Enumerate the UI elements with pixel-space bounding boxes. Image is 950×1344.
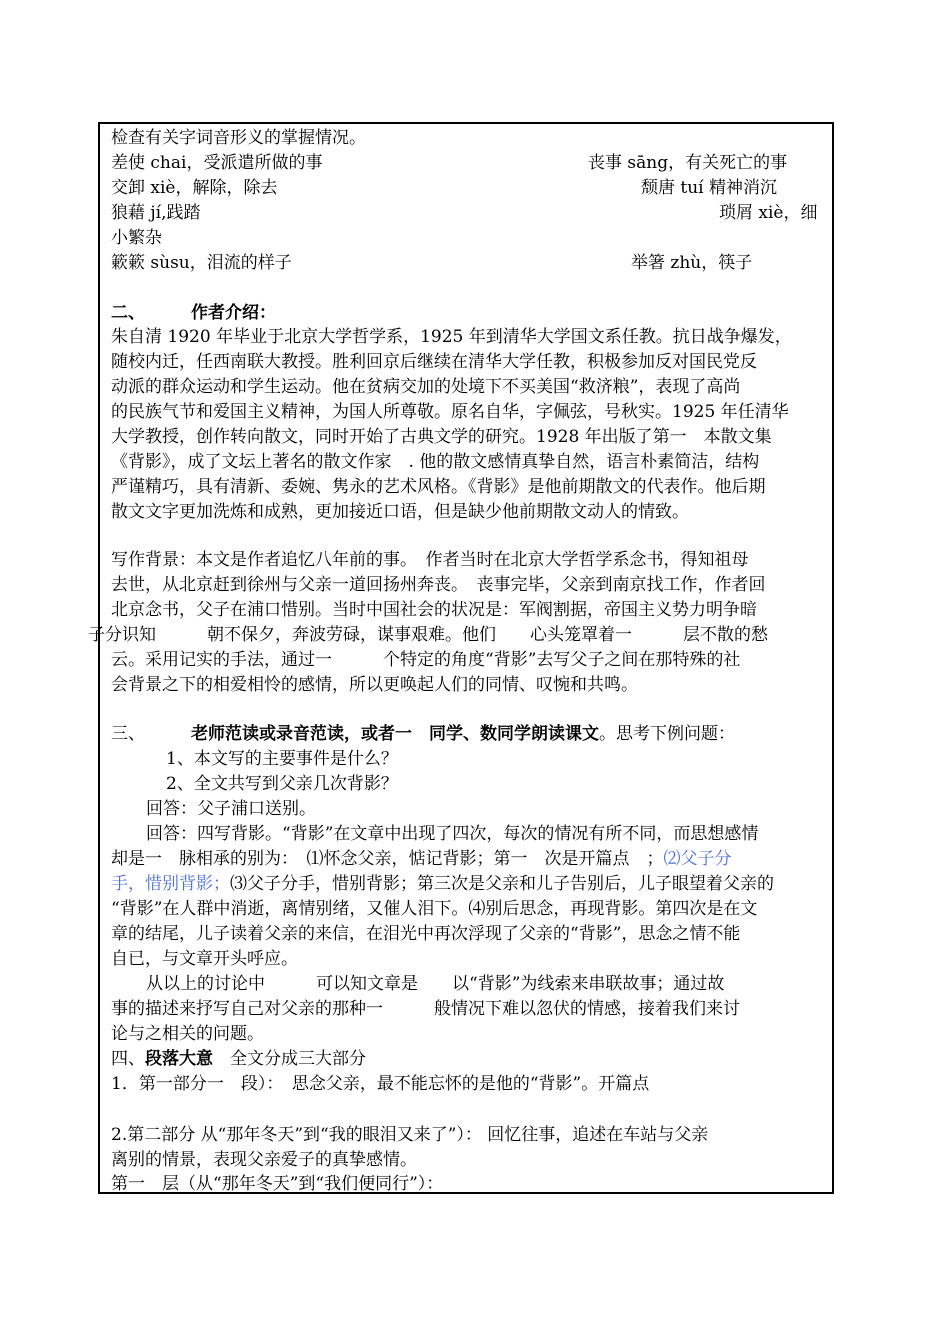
paragraph-summary: 第一 层（从“那年冬天”到“我们便同行”）： — [111, 1174, 444, 1194]
heading-text: 作者介绍： — [191, 303, 276, 323]
summary-line: 事的描述来抒写自己对父亲的那种一 般情况下难以忽伏的情感，接着我们来讨 — [111, 999, 740, 1019]
question: 2、全文共写到父亲几次背影？ — [166, 774, 398, 794]
paragraph-line: 的民族气节和爱国主义精神，为国人所尊敬。原名自华，字佩弦，号秋实。1925 年任清华 — [111, 402, 789, 422]
vocab-item: 丧事 sāng，有关死亡的事 — [588, 153, 788, 173]
highlighted-text: ⑵父子分 — [663, 849, 732, 869]
section-heading-paragraphs — [111, 1047, 366, 1071]
answer-line — [111, 847, 732, 871]
vocab-item: 琐屑 xiè，细 — [719, 203, 818, 223]
summary-line: 从以上的讨论中 可以知文章是 以“背影”为线索来串联故事；通过故 — [146, 974, 725, 994]
vocab-item: 差使 chai，受派遣所做的事 — [111, 153, 323, 173]
paragraph-line: 动派的群众运动和学生运动。他在贫病交加的处境下不买美国“救济粮”，表现了高尚 — [111, 377, 741, 397]
section-heading-author — [111, 301, 276, 325]
answer-text: 却是一 脉相承的别为： ⑴怀念父亲，惦记背影；第一 次是开篇点 ； — [111, 849, 664, 869]
vocab-item: 颓唐 tuí 精神消沉 — [641, 178, 778, 198]
vocab-item: 举箸 zhù，筷子 — [631, 253, 753, 273]
vocab-item: 交卸 xiè，解除，除去 — [111, 178, 278, 198]
answer-line — [111, 872, 774, 896]
paragraph-line: 严谨精巧，具有清新、委婉、隽永的艺术风格。《背影》是他前期散文的代表作。他后期 — [111, 477, 766, 497]
summary-line: 论与之相关的问题。 — [111, 1024, 264, 1044]
paragraph-line: 去世，从北京赶到徐州与父亲一道回扬州奔丧。 丧事完毕，父亲到南京找工作，作者回 — [111, 575, 766, 595]
paragraph-line: 会背景之下的相爱相怜的感情，所以更唤起人们的同情、叹惋和共鸣。 — [111, 675, 638, 695]
paragraph-line: 朱自清 1920 年毕业于北京大学哲学系，1925 年到清华大学国文系任教。抗日战争爆发， — [111, 327, 792, 347]
heading-number: 四、 — [111, 1049, 145, 1069]
section-heading-reading — [111, 722, 735, 746]
vocab-item: 小繁杂 — [111, 228, 162, 248]
paragraph-line: 写作背景：本文是作者追忆八年前的事。 作者当时在北京大学哲学系念书，得知祖母 — [111, 550, 749, 570]
heading-suffix: 。思考下例问题： — [599, 724, 735, 744]
paragraph-line: 北京念书，父子在浦口惜别。当时中国社会的状况是：军阀割据，帝国主义势力明争暗 — [111, 600, 757, 620]
heading-number: 三、 — [111, 724, 145, 744]
paragraph-summary: 离别的情景，表现父亲爱子的真挚感情。 — [111, 1150, 417, 1170]
heading-suffix: 全文分成三大部分 — [213, 1049, 366, 1069]
answer-line: 章的结尾，儿子读着父亲的来信，在泪光中再次浮现了父亲的“背影”，思念之情不能 — [111, 924, 741, 944]
vocab-intro: 检查有关字词音形义的掌握情况。 — [111, 128, 366, 148]
highlighted-text: 手，惜别背影； — [111, 874, 230, 894]
heading-text: 段落大意 — [145, 1049, 213, 1069]
paragraph-line: 大学教授，创作转向散文，同时开始了古典文学的研究。1928 年出版了第一 本散文集 — [111, 427, 772, 447]
heading-number: 二、 — [111, 303, 145, 323]
question: 1、本文写的主要事件是什么？ — [166, 749, 398, 769]
paragraph-line: 云。采用记实的手法，通过一 个特定的角度“背影”去写父子之间在那特殊的社 — [111, 650, 741, 670]
heading-text: 老师范读或录音范读，或者一 同学、数同学朗读课文 — [191, 724, 599, 744]
vocab-item: 簌簌 sùsu，泪流的样子 — [111, 253, 292, 273]
paragraph-line: 《背影》，成了文坛上著名的散文作家 . 他的散文感情真挚自然，语言朴素简洁，结构 — [111, 452, 760, 472]
answer: 回答：父子浦口送别。 — [146, 799, 316, 819]
vocab-item: 狼藉 jí,践踏 — [111, 203, 201, 223]
answer-line: “背影”在人群中消逝，离情别绪，又催人泪下。⑷别后思念，再现背影。第四次是在文 — [111, 899, 758, 919]
paragraph-summary: 1．第一部分一 段）： 思念父亲，最不能忘怀的是他的“背影”。开篇点 — [111, 1074, 650, 1094]
answer-text: ⑶父子分手，惜别背影；第三次是父亲和儿子告别后，儿子眼望着父亲的 — [230, 874, 774, 894]
paragraph-line: 散文文字更加洗炼和成熟，更加接近口语，但是缺少他前期散文动人的情致。 — [111, 502, 689, 522]
paragraph-line: 子分识知 朝不保夕，奔波劳碌，谋事艰难。他们 心头笼罩着一 层不散的愁 — [88, 625, 768, 645]
paragraph-line: 随校内迁，任西南联大教授。胜利回京后继续在清华大学任教，积极参加反对国民党反 — [111, 352, 757, 372]
answer-line: 自已，与文章开头呼应。 — [111, 949, 298, 969]
answer: 回答：四写背影。“背影”在文章中出现了四次，每次的情况有所不同，而思想感情 — [146, 824, 759, 844]
paragraph-summary: 2.第二部分 从“那年冬天”到“我的眼泪又来了”）： 回忆往事，追述在车站与父亲 — [111, 1125, 709, 1145]
